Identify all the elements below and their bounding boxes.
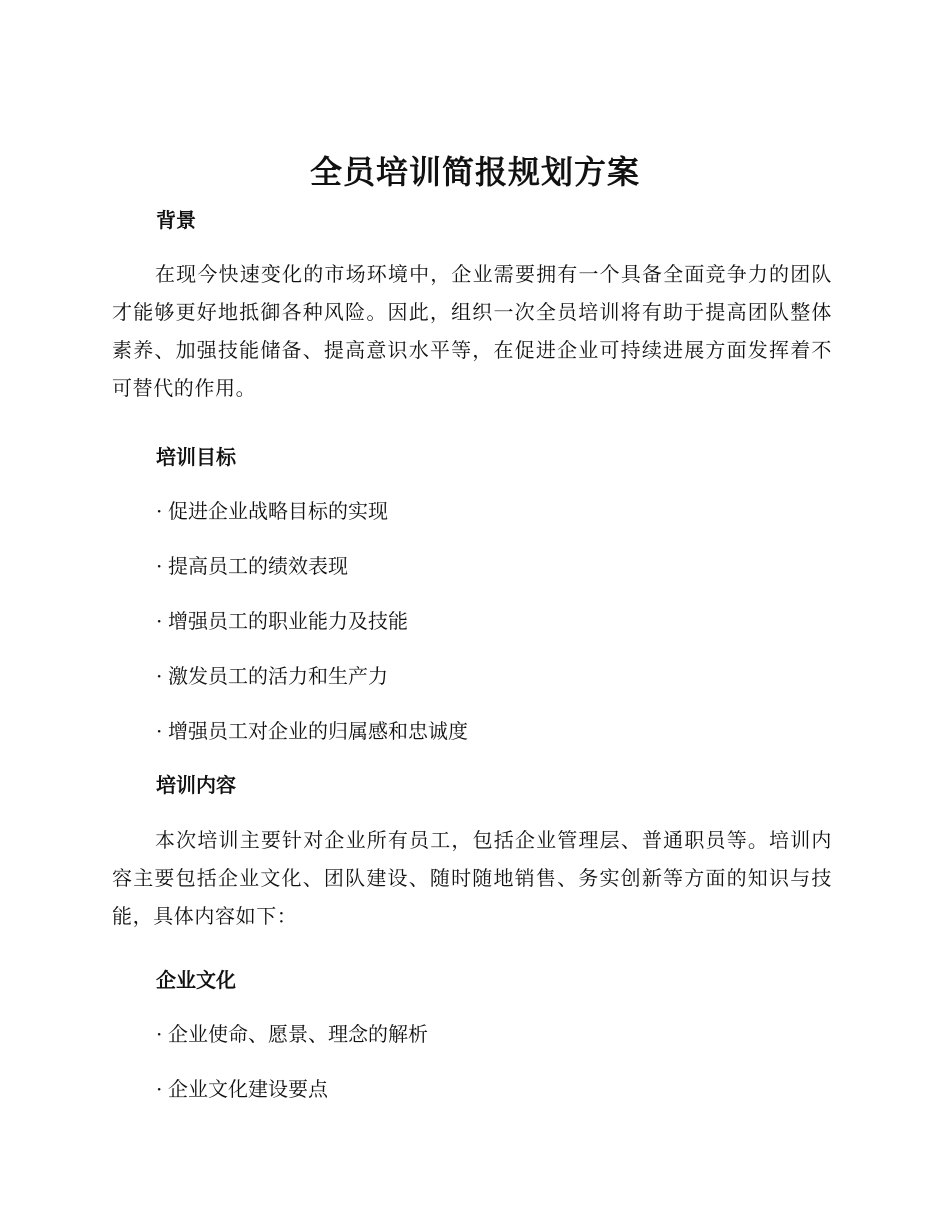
bullet-marker: ·	[156, 609, 163, 633]
goal-list-item	[156, 607, 408, 635]
goal-list-item	[156, 662, 388, 690]
goal-item-text: 提高员工的绩效表现	[168, 554, 348, 578]
section-heading-background: 背景	[156, 208, 196, 232]
goal-item-text: 增强员工对企业的归属感和忠诚度	[168, 719, 468, 743]
culture-item-text: 企业使命、愿景、理念的解析	[168, 1022, 428, 1046]
bullet-marker: ·	[156, 554, 163, 578]
bullet-marker: ·	[156, 499, 163, 523]
content-paragraph: 本次培训主要针对企业所有员工，包括企业管理层、普通职员等。培训内容主要包括企业文化、团队建设、随时随地销售、务实创新等方面的知识与技能，具体内容如下：	[112, 828, 832, 928]
goal-list-item	[156, 552, 348, 580]
goal-item-text: 激发员工的活力和生产力	[168, 664, 388, 688]
culture-list-item	[156, 1020, 428, 1048]
section-heading-goals: 培训目标	[156, 445, 236, 469]
bullet-marker: ·	[156, 664, 163, 688]
background-paragraph: 在现今快速变化的市场环境中，企业需要拥有一个具备全面竞争力的团队才能够更好地抵御各种风险。因此，组织一次全员培训将有助于提高团队整体素养、加强技能储备、提高意识水平等，在促进企业可持续进展方面发挥着不可替代的作用。	[112, 262, 832, 400]
bullet-marker: ·	[156, 1022, 163, 1046]
section-heading-culture: 企业文化	[156, 968, 236, 992]
bullet-marker: ·	[156, 1077, 163, 1101]
goal-item-text: 增强员工的职业能力及技能	[168, 609, 408, 633]
document-title: 全员培训简报规划方案	[309, 153, 640, 191]
culture-item-text: 企业文化建设要点	[168, 1077, 328, 1101]
goal-list-item	[156, 717, 468, 745]
bullet-marker: ·	[156, 719, 163, 743]
culture-list-item	[156, 1075, 328, 1103]
section-heading-content: 培训内容	[156, 773, 236, 797]
goal-list-item	[156, 497, 388, 525]
goal-item-text: 促进企业战略目标的实现	[168, 499, 388, 523]
